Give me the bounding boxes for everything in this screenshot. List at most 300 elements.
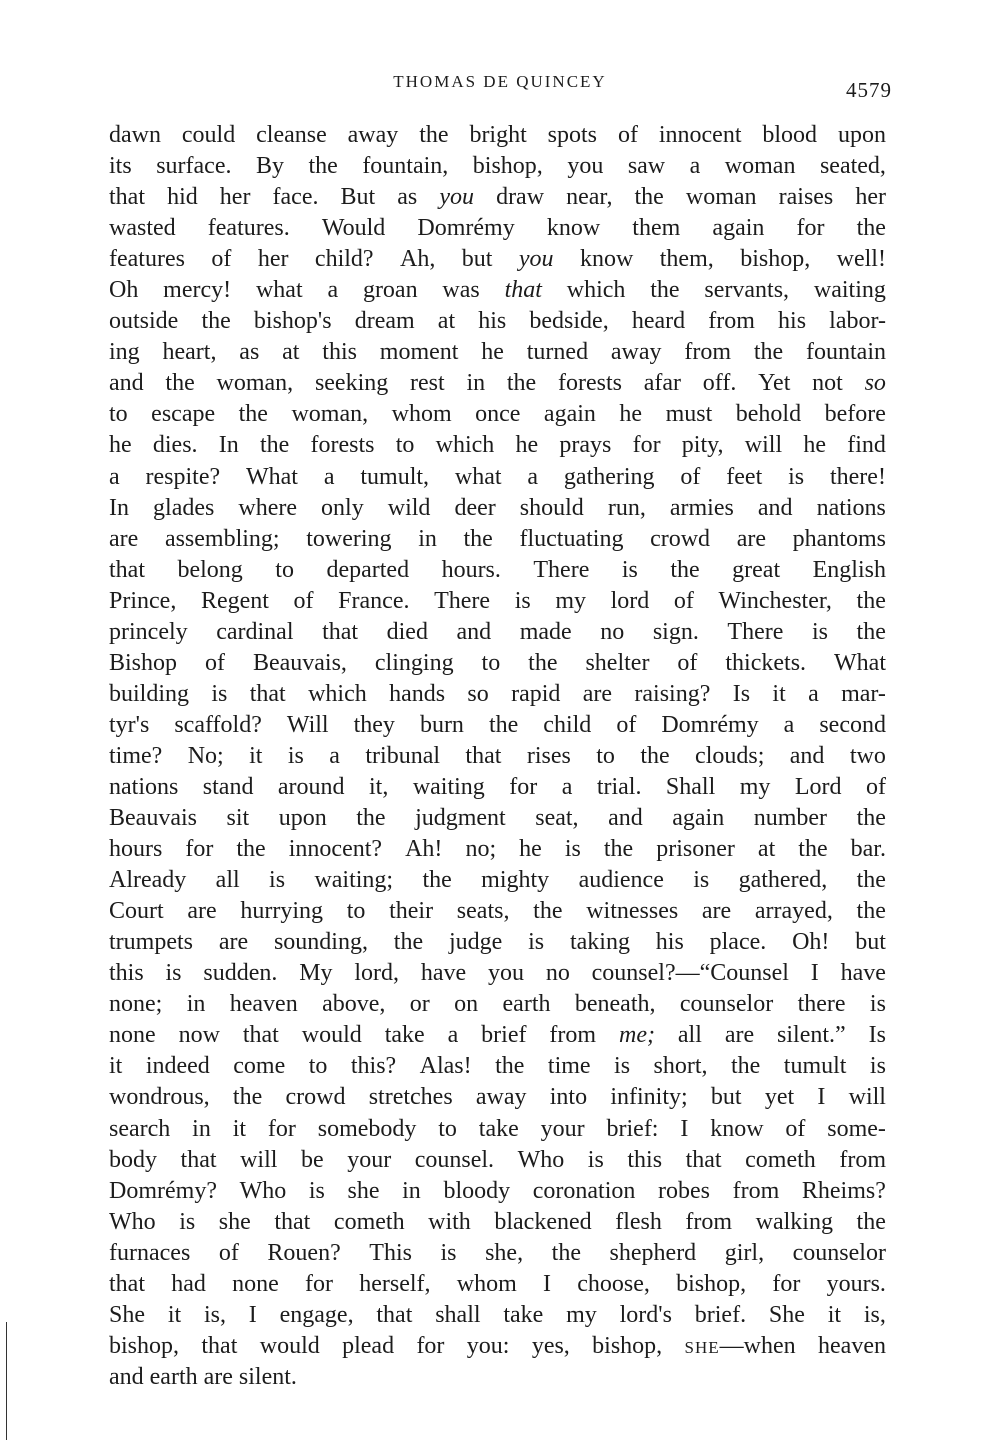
word: princely: [109, 618, 188, 645]
word: heart,: [162, 339, 217, 366]
word: are: [701, 898, 732, 925]
word: the: [165, 370, 195, 397]
word: counsel?—“Counsel: [591, 960, 789, 987]
word: this: [322, 339, 357, 366]
word: and: [608, 805, 643, 832]
text-line: [109, 1362, 886, 1393]
word: brief: [481, 1022, 527, 1049]
word: your: [540, 1115, 585, 1142]
text-line: [109, 120, 886, 151]
word: But: [340, 184, 376, 211]
word: moment: [379, 339, 459, 366]
word: sign.: [652, 618, 699, 645]
text-line: [109, 399, 886, 430]
running-head: THOMAS DE QUINCEY: [393, 72, 607, 91]
word: hands: [389, 680, 446, 707]
word: girl,: [724, 1239, 765, 1266]
word: only: [321, 494, 364, 521]
word: judgment: [415, 805, 506, 832]
word: innocent?: [288, 836, 383, 863]
word: hurrying: [240, 898, 324, 925]
word: sit: [226, 805, 250, 832]
word: face.: [272, 184, 319, 211]
word: of: [293, 587, 314, 614]
word: could: [181, 122, 236, 148]
word: is: [869, 1053, 886, 1080]
word: stand: [202, 773, 254, 800]
word: to: [596, 742, 615, 769]
word: but: [461, 246, 493, 273]
word: to: [395, 432, 415, 459]
text-line: [109, 213, 886, 244]
word: time?: [109, 742, 163, 769]
word: for: [509, 773, 538, 800]
word: search: [109, 1115, 171, 1142]
word: Bishop: [109, 649, 178, 676]
word: but: [710, 1084, 742, 1111]
word: the: [528, 649, 558, 676]
text-line: [109, 1331, 886, 1362]
word: burn: [419, 711, 464, 738]
word: dawn: [109, 122, 161, 148]
word: [505, 275, 542, 306]
word: and: [757, 494, 793, 521]
text-line: [109, 151, 886, 182]
word: choose,: [577, 1270, 650, 1297]
word: the: [856, 587, 886, 614]
word: of: [204, 649, 225, 676]
word: Regent: [200, 587, 269, 614]
word: bishop,: [592, 1332, 663, 1359]
word: that: [376, 1301, 413, 1328]
word: which: [566, 277, 626, 304]
word: silent.: [238, 1363, 297, 1390]
word: again: [543, 401, 596, 428]
text-line: [109, 958, 886, 989]
word: glades: [153, 494, 215, 521]
word: SHE—when: [684, 1332, 796, 1359]
word: seat,: [535, 805, 579, 832]
word: Beauvais,: [252, 649, 347, 676]
text-line: [109, 834, 886, 865]
word: Domrémy: [661, 711, 759, 738]
word: yes,: [531, 1332, 570, 1359]
word: trumpets: [109, 929, 193, 956]
word: By: [255, 153, 284, 180]
word: are: [582, 680, 613, 707]
word: I: [810, 960, 819, 987]
word: phantoms: [792, 525, 886, 552]
word: fluctuating: [519, 525, 624, 552]
word: his: [478, 308, 507, 335]
word: dies.: [152, 432, 198, 459]
word: he: [803, 432, 826, 459]
text-line: [109, 741, 886, 772]
word: know: [710, 1115, 764, 1142]
text-line: [109, 1300, 886, 1331]
word: have: [420, 960, 467, 987]
word: judge: [448, 929, 503, 956]
word: a: [109, 463, 120, 490]
word: will: [848, 1084, 886, 1111]
word: seats,: [456, 898, 510, 925]
text-line: [109, 182, 886, 213]
word: or: [409, 991, 430, 1018]
word: the: [856, 618, 886, 645]
word: the: [463, 525, 493, 552]
word: behold: [735, 401, 802, 428]
word: are: [736, 525, 766, 552]
word: his: [655, 929, 684, 956]
word: servants,: [704, 277, 790, 304]
word: bishop,: [472, 153, 543, 180]
word: that: [685, 1146, 722, 1173]
word: prisoner: [656, 836, 735, 863]
word: gathering: [563, 463, 655, 490]
word: before: [824, 401, 886, 428]
word: blackened: [494, 1208, 592, 1235]
word: the: [603, 836, 634, 863]
word: audience: [578, 867, 664, 894]
word: rises: [526, 742, 571, 769]
word: in: [186, 991, 206, 1018]
word: not: [812, 370, 843, 397]
word: that: [109, 184, 145, 211]
word: child: [543, 711, 592, 738]
word: belong: [177, 556, 243, 583]
word: innocent: [658, 122, 742, 148]
word: my: [566, 1301, 597, 1328]
word: none;: [109, 991, 163, 1018]
word: are: [218, 929, 249, 956]
word: the: [238, 401, 268, 428]
text-line: [109, 1176, 886, 1207]
word: will: [240, 1146, 278, 1173]
word: cleanse: [256, 122, 327, 148]
body-text: [109, 120, 886, 1393]
word: what: [255, 277, 303, 304]
word: them: [632, 215, 681, 242]
word: there!: [829, 463, 886, 490]
word: surface.: [156, 153, 232, 180]
text-line: [109, 555, 886, 586]
word: it,: [369, 773, 389, 800]
word: the: [393, 929, 424, 956]
word: assembling;: [164, 525, 280, 552]
word: that: [201, 1332, 238, 1359]
word: bishop's: [253, 308, 332, 335]
word: none: [109, 1022, 156, 1049]
word: witnesses: [586, 898, 679, 925]
word: Oh: [109, 277, 139, 304]
word: nations: [109, 773, 179, 800]
word: France.: [338, 587, 410, 614]
word: is: [287, 742, 304, 769]
word: tumult: [783, 1053, 847, 1080]
word: from: [549, 1022, 597, 1049]
word: is: [788, 463, 805, 490]
word: tumult,: [360, 463, 430, 490]
word: [519, 244, 554, 275]
word: Is: [732, 680, 751, 707]
word: of: [211, 246, 232, 273]
word: Would: [321, 215, 386, 242]
word: upon: [837, 122, 886, 148]
word: to: [308, 1053, 328, 1080]
word: Ah!: [405, 836, 443, 863]
word: a: [527, 463, 539, 490]
word: Already: [109, 867, 187, 894]
word: coronation: [532, 1177, 636, 1204]
word: counsel.: [414, 1146, 495, 1173]
word: seeking: [314, 370, 389, 397]
text-line: [109, 1082, 886, 1113]
word: some-: [827, 1115, 886, 1142]
word: is: [621, 556, 638, 583]
word: is: [693, 867, 710, 894]
word: fountain,: [362, 153, 449, 180]
word: their: [389, 898, 434, 925]
word: Court: [109, 898, 164, 925]
word: Lord: [794, 773, 842, 800]
word: will: [744, 432, 783, 459]
word: of: [865, 773, 886, 800]
word: the: [730, 1053, 761, 1080]
word: the: [356, 805, 386, 832]
word: upon: [278, 805, 327, 832]
word: departed: [326, 556, 410, 583]
word: There: [533, 556, 590, 583]
word: feet: [726, 463, 763, 490]
word: into: [549, 1084, 588, 1111]
word: the: [236, 836, 266, 863]
word: mighty: [481, 867, 550, 894]
word: place.: [709, 929, 767, 956]
text-line: [109, 803, 886, 834]
word: well!: [836, 246, 886, 273]
word: the: [640, 742, 670, 769]
margin-rule: [6, 1322, 7, 1440]
word: I: [543, 1270, 551, 1297]
word: from: [839, 1146, 886, 1173]
italic-text: me;: [618, 1022, 655, 1049]
word: bishop,: [740, 246, 811, 273]
word: bright: [469, 122, 527, 148]
word: waiting: [813, 277, 886, 304]
word: mar-: [841, 680, 886, 707]
word: to: [481, 649, 501, 676]
word: Who: [517, 1146, 565, 1173]
word: is: [869, 991, 886, 1018]
word: cometh: [333, 1208, 405, 1235]
word: and: [456, 618, 492, 645]
word: robes: [658, 1177, 710, 1204]
word: where: [238, 494, 298, 521]
word: the: [670, 556, 700, 583]
word: lord,: [354, 960, 400, 987]
word: the: [488, 711, 519, 738]
word: woman,: [216, 370, 294, 397]
word: lord: [610, 587, 650, 614]
word: and: [109, 1363, 144, 1390]
word: that: [109, 556, 145, 583]
word: was: [442, 277, 480, 304]
word: number: [753, 805, 828, 832]
word: for: [305, 1270, 333, 1297]
word: on: [454, 991, 479, 1018]
word: have: [840, 960, 886, 987]
word: at: [437, 308, 456, 335]
word: them,: [659, 246, 714, 273]
word: tribunal: [365, 742, 441, 769]
word: shepherd: [609, 1239, 697, 1266]
word: bishop,: [109, 1332, 180, 1359]
word: bedside,: [529, 308, 609, 335]
word: heard: [631, 308, 686, 335]
word: as: [239, 339, 260, 366]
word: There: [434, 587, 491, 614]
word: the: [533, 898, 563, 925]
word: No;: [187, 742, 224, 769]
word: woman,: [291, 401, 369, 428]
word: earth: [149, 1363, 198, 1390]
word: turned: [526, 339, 589, 366]
word: is,: [203, 1301, 226, 1328]
word: which: [435, 432, 495, 459]
word: is: [587, 1146, 604, 1173]
word: that: [465, 742, 502, 769]
word: tyr's: [109, 711, 150, 738]
word: waiting;: [314, 867, 394, 894]
word: made: [519, 618, 572, 645]
word: cometh: [745, 1146, 816, 1173]
text-line: [109, 989, 886, 1020]
word: away: [475, 1084, 527, 1111]
word: in: [466, 370, 486, 397]
word: a: [329, 742, 340, 769]
word: herself,: [359, 1270, 431, 1297]
word: She: [768, 1301, 805, 1328]
word: hid: [167, 184, 198, 211]
word: of: [218, 1239, 239, 1266]
word: clinging: [374, 649, 454, 676]
word: shelter: [585, 649, 650, 676]
word: features.: [207, 215, 290, 242]
word: Yet: [758, 370, 791, 397]
word: the: [856, 1208, 886, 1235]
word: in: [418, 525, 437, 552]
word: counselor: [792, 1239, 886, 1266]
word: rest: [410, 370, 445, 397]
word: a: [689, 153, 701, 180]
word: Shall: [665, 773, 716, 800]
text-line: [109, 896, 886, 927]
word: of: [677, 649, 698, 676]
word: forests: [310, 432, 375, 459]
word: Domrémy: [417, 215, 515, 242]
word: above,: [322, 991, 386, 1018]
word: ing: [109, 339, 140, 366]
word: in: [402, 1177, 421, 1204]
word: heaven: [818, 1332, 886, 1359]
word: child?: [314, 246, 374, 273]
word: is: [514, 587, 531, 614]
word: none: [232, 1270, 279, 1297]
word: with: [428, 1208, 471, 1235]
word: is: [308, 1177, 325, 1204]
word: from: [708, 308, 755, 335]
word: the: [856, 805, 886, 832]
word: come: [233, 1053, 286, 1080]
word: is: [614, 1053, 631, 1080]
word: the: [634, 184, 664, 211]
italic-text: so: [864, 370, 886, 397]
text-line: [109, 1051, 886, 1082]
word: you: [488, 960, 524, 987]
word: off.: [702, 370, 737, 397]
word: a: [327, 277, 339, 304]
word: seated,: [819, 153, 886, 180]
word: silent.”: [777, 1022, 846, 1049]
word: run,: [607, 494, 646, 521]
word: Winchester,: [718, 587, 832, 614]
word: must: [665, 401, 713, 428]
word: woman: [685, 184, 757, 211]
word: walking: [755, 1208, 833, 1235]
word: there: [797, 991, 846, 1018]
word: the: [650, 277, 680, 304]
word: is: [269, 867, 286, 894]
word: all: [677, 1022, 702, 1049]
word: her: [219, 184, 251, 211]
word: Is: [868, 1022, 886, 1049]
word: this: [627, 1146, 663, 1173]
word: plead: [342, 1332, 395, 1359]
text-line: [109, 586, 886, 617]
word: its: [109, 153, 132, 180]
word: the: [856, 898, 886, 925]
word: is: [528, 929, 545, 956]
word: stretches: [368, 1084, 453, 1111]
word: labor-: [829, 308, 886, 335]
word: prays: [559, 432, 612, 459]
word: clouds;: [695, 742, 765, 769]
italic-text: you: [518, 246, 554, 273]
word: Who: [109, 1208, 156, 1235]
word: English: [812, 556, 886, 583]
word: great: [732, 556, 781, 583]
word: her: [257, 246, 289, 273]
word: near,: [566, 184, 613, 211]
word: thickets.: [725, 649, 807, 676]
word: my: [555, 587, 586, 614]
word: the: [419, 122, 449, 148]
word: [619, 1020, 655, 1051]
word: a: [561, 773, 573, 800]
word: that: [109, 1270, 145, 1297]
word: In: [218, 432, 239, 459]
word: to: [275, 556, 294, 583]
word: as: [397, 184, 418, 211]
word: this: [109, 960, 144, 987]
text-line: [109, 927, 886, 958]
word: around: [277, 773, 345, 800]
word: There: [727, 618, 784, 645]
text-line: [109, 1114, 886, 1145]
small-caps-text: SHE: [684, 1337, 720, 1357]
word: crowd: [650, 525, 711, 552]
word: it: [827, 1301, 842, 1328]
